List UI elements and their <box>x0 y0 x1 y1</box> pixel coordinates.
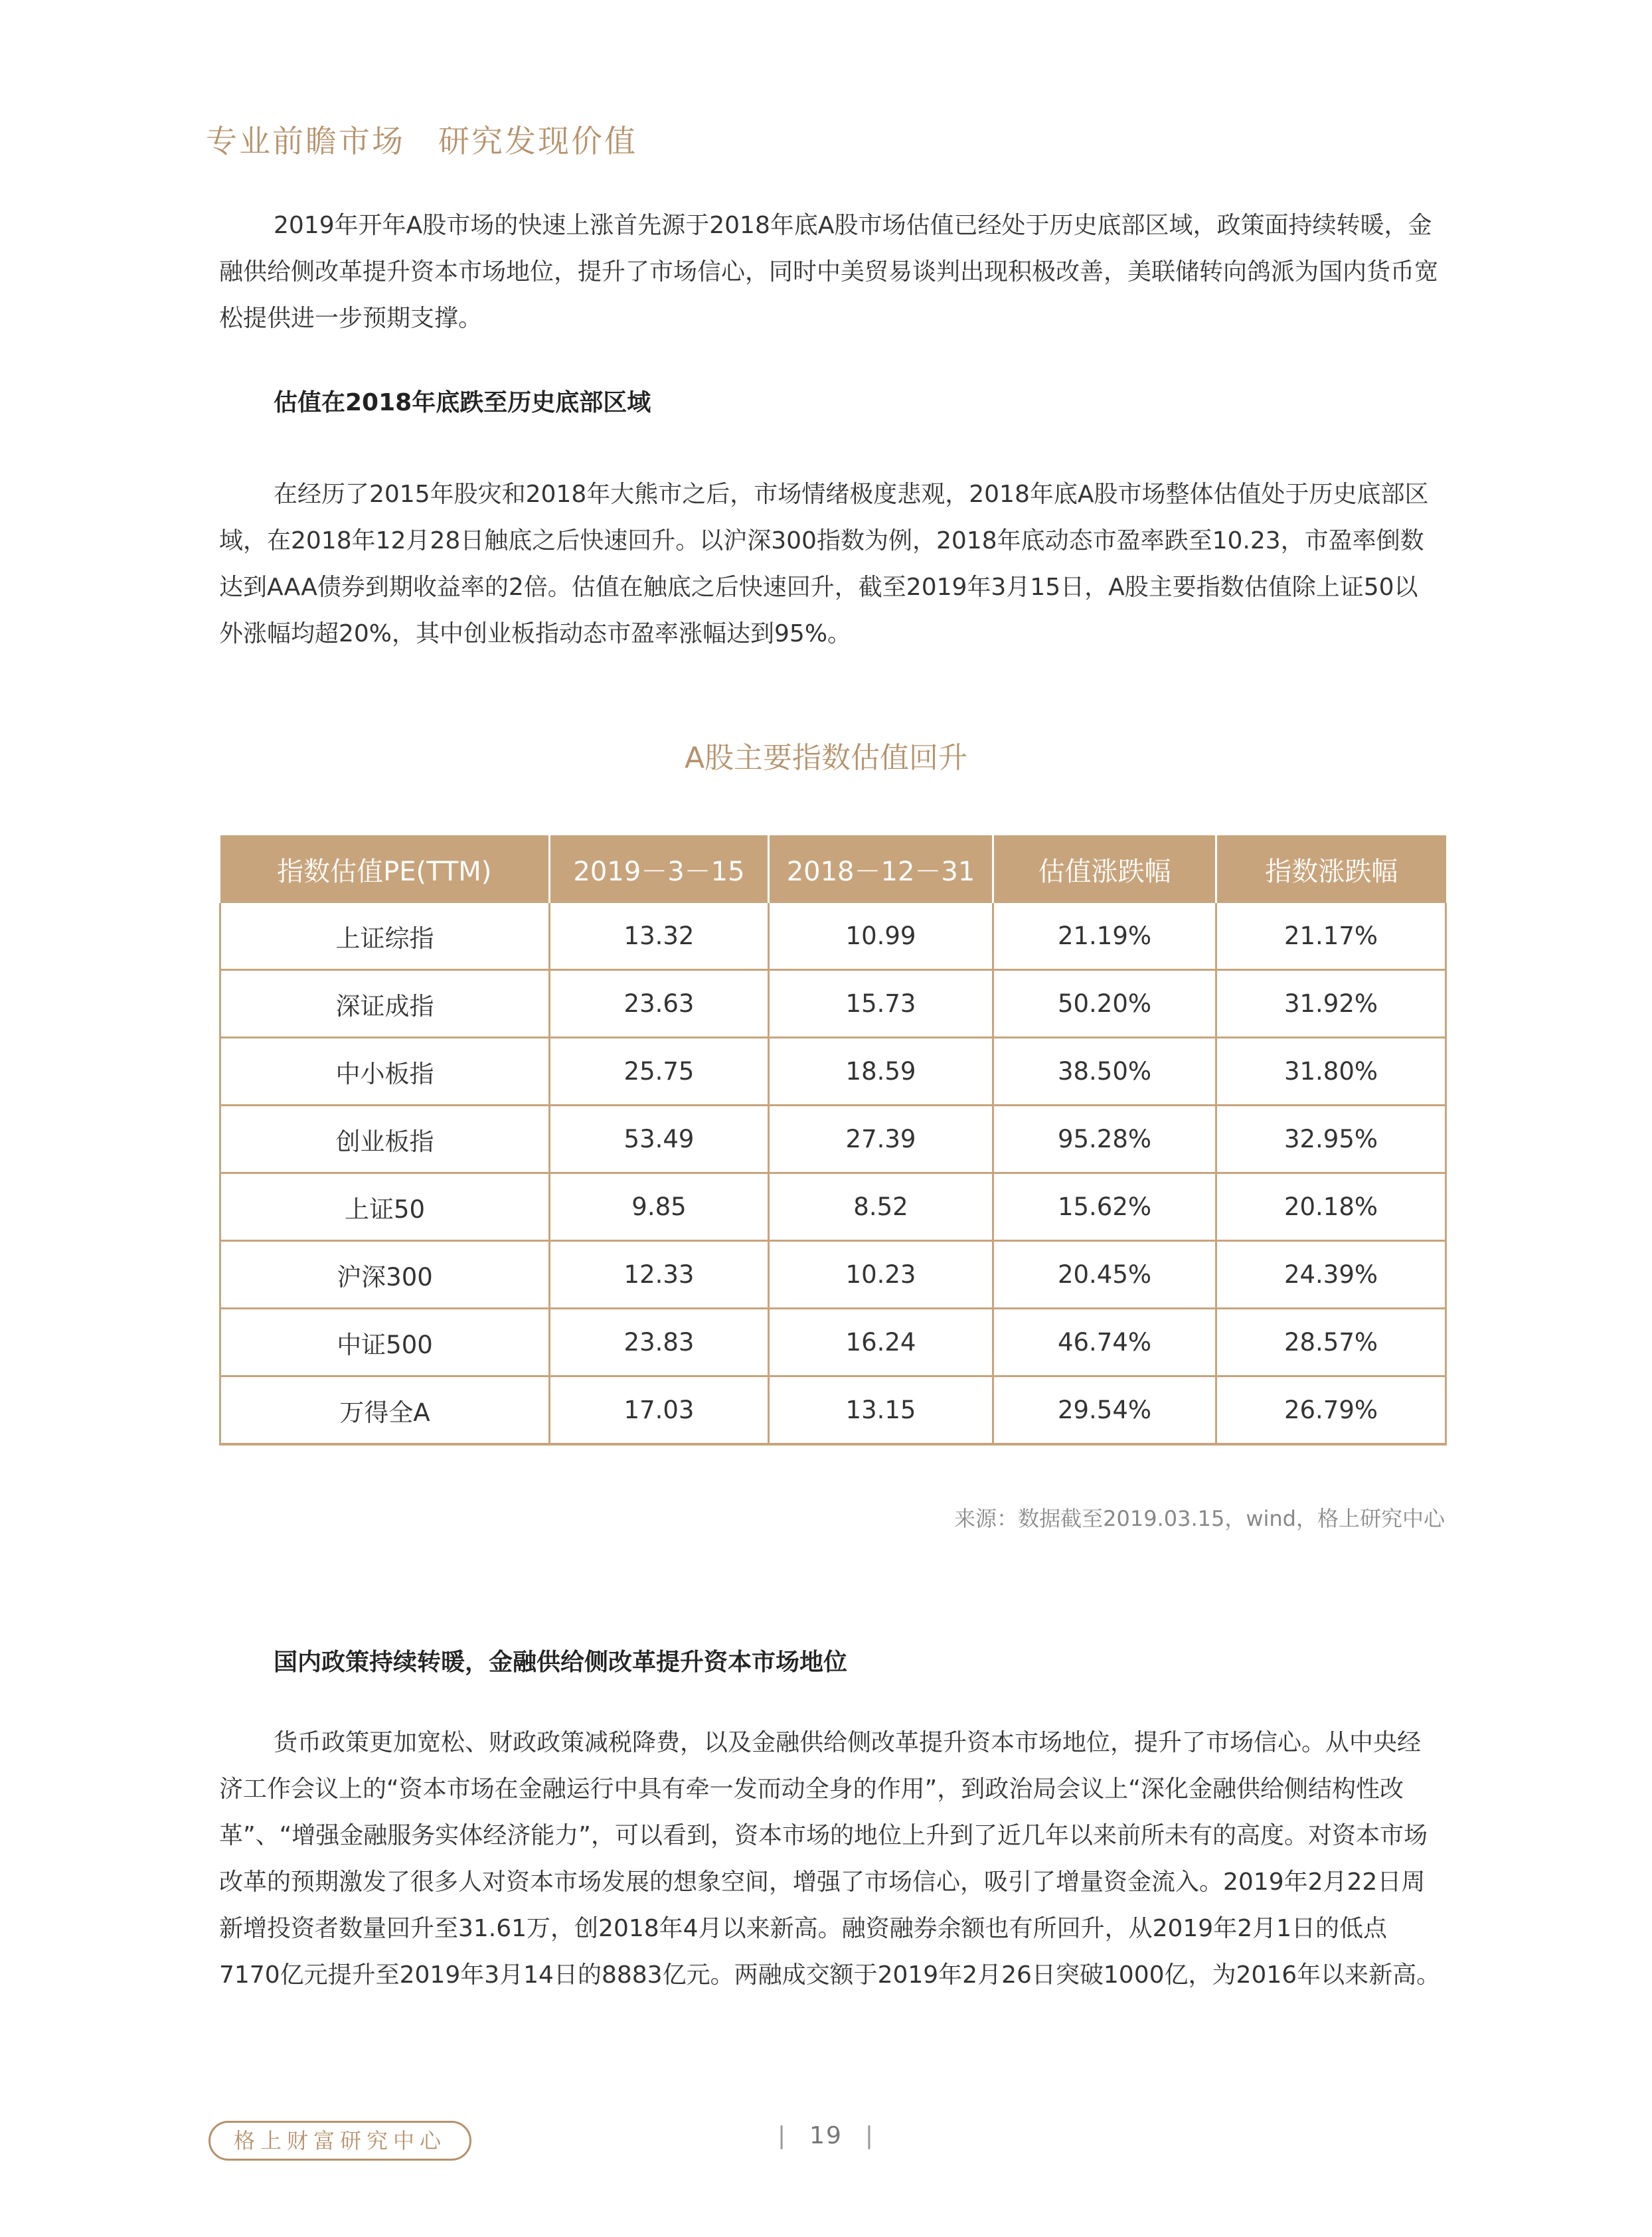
table-cell: 31.92% <box>1216 970 1446 1038</box>
table-cell: 24.39% <box>1216 1241 1446 1309</box>
table-title: A股主要指数估值回升 <box>684 741 968 775</box>
table-cell-index-name: 沪深300 <box>220 1241 550 1309</box>
table-cell: 46.74% <box>993 1309 1216 1376</box>
valuation-table <box>219 835 1447 1446</box>
section-heading-valuation: 估值在2018年底跌至历史底部区域 <box>274 389 651 416</box>
table-cell: 21.17% <box>1216 903 1446 970</box>
page-number <box>0 2122 1652 2149</box>
table-cell-index-name: 深证成指 <box>220 970 550 1038</box>
column-header-index-change: 指数涨跌幅 <box>1216 835 1446 903</box>
valuation-paragraph: 在经历了2015年股灾和2018年大熊市之后，市场情绪极度悲观，2018年底A股市场整体估值处于历史底部区域，在2018年12月28日触底之后快速回升。以沪深300指数为例，2018年底动态市盈率跌至10.23，市盈率倒数达到AAA债券到期收益率的2倍。估值在触底之后快速回升，截至2019年3月15日，A股主要指数估值除上证50以外涨幅均超20%，其中创业板指动态市盈率涨幅达到95%。 <box>219 481 1429 647</box>
table-header-row <box>220 835 1446 903</box>
table-cell: 17.03 <box>550 1376 769 1445</box>
table-cell: 13.15 <box>769 1376 993 1445</box>
table-row <box>220 1173 1446 1241</box>
page-number-value: 19 <box>809 2122 843 2149</box>
page-header-title: 专业前瞻市场 研究发现价值 <box>206 124 637 160</box>
policy-paragraph: 货币政策更加宽松、财政政策减税降费，以及金融供给侧改革提升资本市场地位，提升了市场信心。从中央经济工作会议上的“资本市场在金融运行中具有牵一发而动全身的作用”，到政治局会议上“深化金融供给侧结构性改革”、“增强金融服务实体经济能力”，可以看到，资本市场的地位上升到了近几年以来前所未有的高度。对资本市场改革的预期激发了很多人对资本市场发展的想象空间，增强了市场信心，吸引了增量资金流入。2019年2月22日周新增投资者数量回升至31.61万，创2018年4月以来新高。融资融券余额也有所回升，从2019年2月1日的低点7170亿元提升至2019年3月14日的8883亿元。两融成交额于2019年2月26日突破1000亿，为2016年以来新高。 <box>219 1729 1441 1989</box>
table-cell: 23.83 <box>550 1309 769 1376</box>
table-cell: 29.54% <box>993 1376 1216 1445</box>
column-header-index: 指数估值PE(TTM) <box>220 835 550 903</box>
table-row <box>220 1309 1446 1376</box>
table-cell-index-name: 中证500 <box>220 1309 550 1376</box>
table-cell: 27.39 <box>769 1106 993 1173</box>
table-row <box>220 903 1446 970</box>
table-cell-index-name: 上证综指 <box>220 903 550 970</box>
column-header-2019-03-15: 2019－3－15 <box>550 835 769 903</box>
table-cell: 31.80% <box>1216 1038 1446 1106</box>
table-cell: 28.57% <box>1216 1309 1446 1376</box>
column-header-valuation-change: 估值涨跌幅 <box>993 835 1216 903</box>
table-cell: 20.18% <box>1216 1173 1446 1241</box>
table-cell: 53.49 <box>550 1106 769 1173</box>
column-header-2018-12-31: 2018－12－31 <box>769 835 993 903</box>
table-cell: 20.45% <box>993 1241 1216 1309</box>
table-cell: 9.85 <box>550 1173 769 1241</box>
table-row <box>220 1376 1446 1445</box>
page-separator-right: | <box>865 2122 875 2149</box>
table-cell: 12.33 <box>550 1241 769 1309</box>
section-heading-policy: 国内政策持续转暖，金融供给侧改革提升资本市场地位 <box>274 1649 848 1676</box>
table-row <box>220 1106 1446 1173</box>
table-cell: 95.28% <box>993 1106 1216 1173</box>
page-separator-left: | <box>777 2122 787 2149</box>
table-cell: 13.32 <box>550 903 769 970</box>
table-cell-index-name: 中小板指 <box>220 1038 550 1106</box>
table-row <box>220 970 1446 1038</box>
table-cell: 18.59 <box>769 1038 993 1106</box>
table-cell: 26.79% <box>1216 1376 1446 1445</box>
table-row <box>220 1241 1446 1309</box>
table-cell: 50.20% <box>993 970 1216 1038</box>
table-source-note: 来源：数据截至2019.03.15，wind，格上研究中心 <box>954 1506 1445 1531</box>
table-cell: 38.50% <box>993 1038 1216 1106</box>
table-cell: 21.19% <box>993 903 1216 970</box>
table-cell: 23.63 <box>550 970 769 1038</box>
intro-paragraph: 2019年开年A股市场的快速上涨首先源于2018年底A股市场估值已经处于历史底部区域，政策面持续转暖，金融供给侧改革提升资本市场地位，提升了市场信心，同时中美贸易谈判出现积极改善，美联储转向鸽派为国内货币宽松提供进一步预期支撑。 <box>219 212 1439 332</box>
table-cell: 25.75 <box>550 1038 769 1106</box>
table-cell: 15.73 <box>769 970 993 1038</box>
table-cell: 8.52 <box>769 1173 993 1241</box>
table-cell-index-name: 万得全A <box>220 1376 550 1445</box>
valuation-table-container <box>219 835 1445 1446</box>
table-row <box>220 1038 1446 1106</box>
footer-brand-badge: 格上财富研究中心 <box>208 2121 471 2161</box>
table-cell-index-name: 上证50 <box>220 1173 550 1241</box>
table-cell: 32.95% <box>1216 1106 1446 1173</box>
table-cell: 10.99 <box>769 903 993 970</box>
table-cell: 10.23 <box>769 1241 993 1309</box>
table-cell-index-name: 创业板指 <box>220 1106 550 1173</box>
table-cell: 15.62% <box>993 1173 1216 1241</box>
table-cell: 16.24 <box>769 1309 993 1376</box>
